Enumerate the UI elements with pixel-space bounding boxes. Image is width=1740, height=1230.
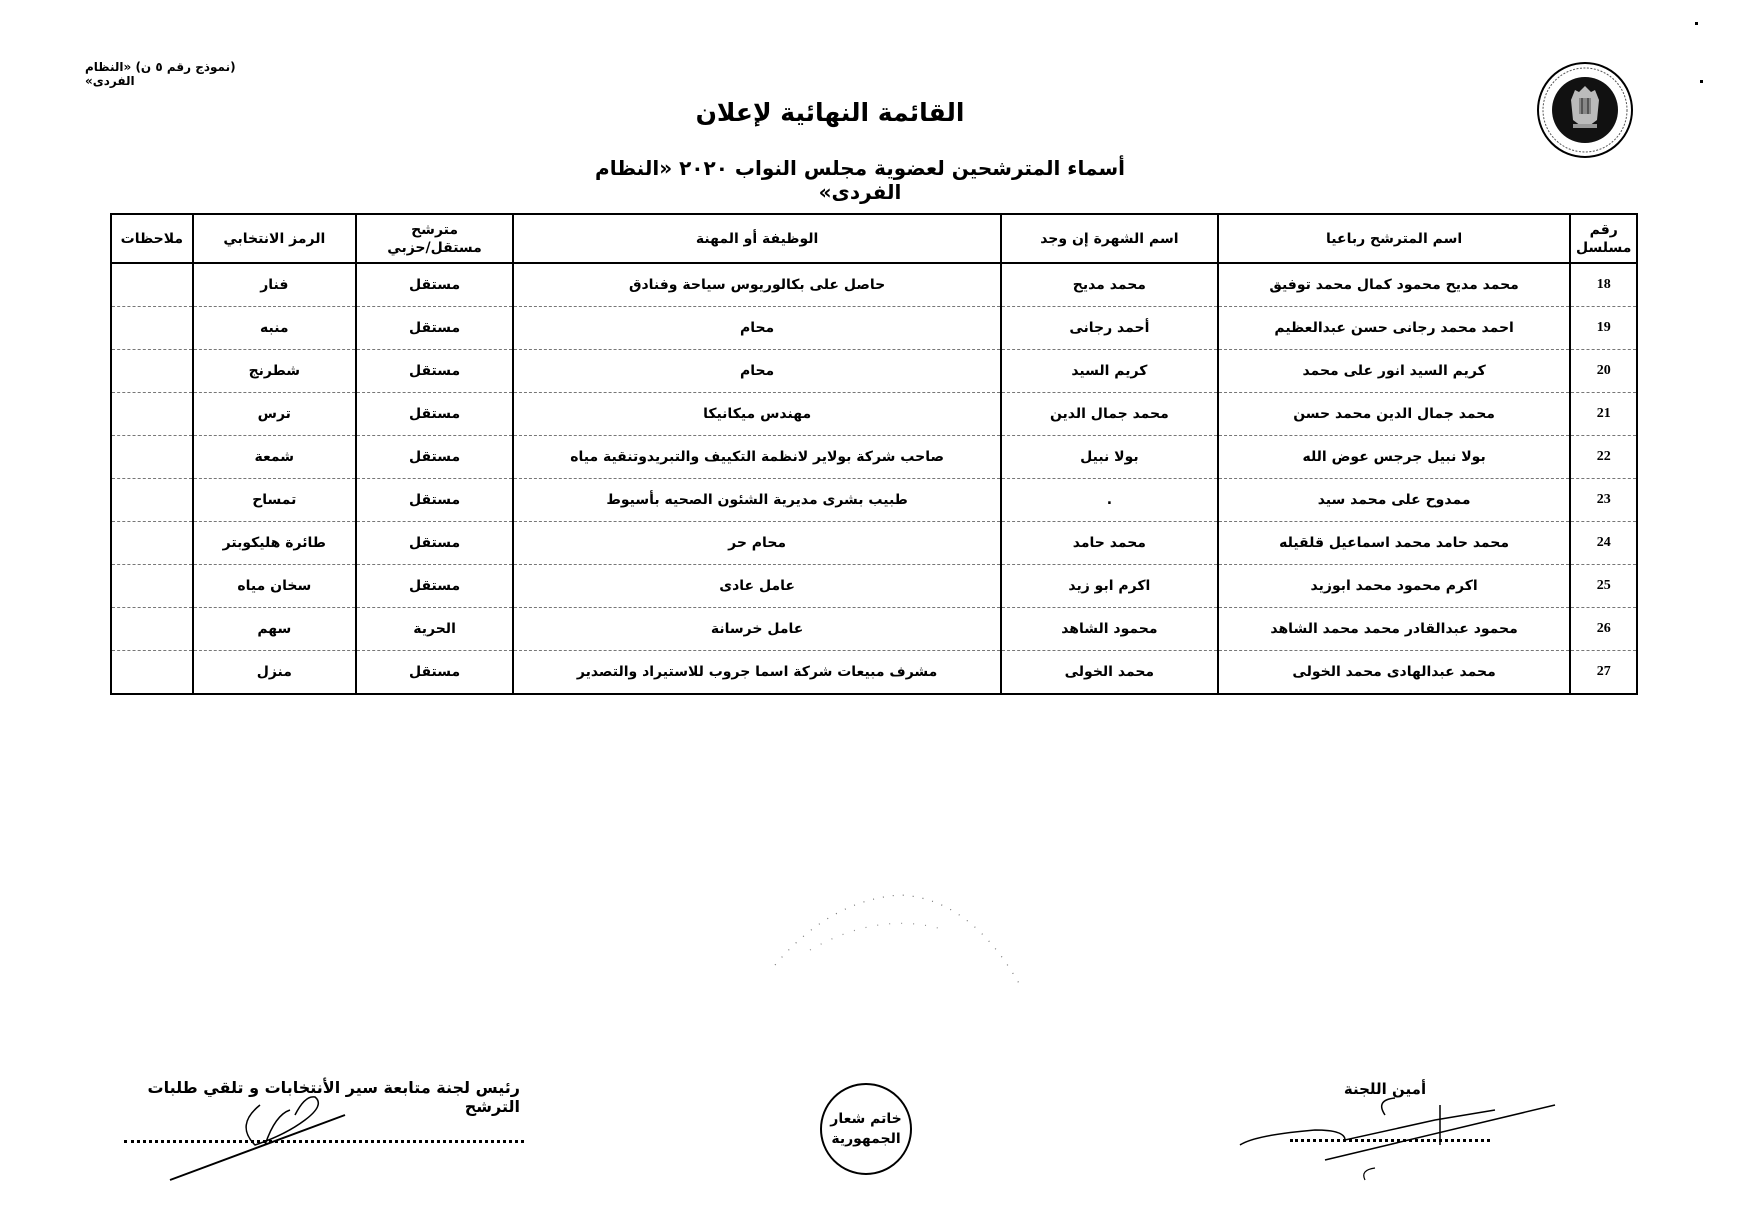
candidate-type-cell: مستقل xyxy=(356,436,513,479)
header-serial-line1: رقم xyxy=(1589,221,1618,238)
serial-cell: 23 xyxy=(1570,479,1637,522)
republic-emblem-stamp xyxy=(820,1083,912,1175)
page-subtitle: أسماء المترشحين لعضوية مجلس النواب ٢٠٢٠ «النظام الفردى» xyxy=(595,156,1125,204)
page-title: القائمة النهائية لإعلان xyxy=(695,98,965,127)
table-header-row xyxy=(111,214,1637,263)
election-symbol-cell: منبه xyxy=(193,307,356,350)
full-name-cell: اكرم محمود محمد ابوزيد xyxy=(1218,565,1571,608)
full-name-cell: محمد جمال الدين محمد حسن xyxy=(1218,393,1571,436)
candidate-type-cell: مستقل xyxy=(356,350,513,393)
serial-cell: 27 xyxy=(1570,651,1637,695)
election-symbol-cell: شطرنج xyxy=(193,350,356,393)
election-symbol-cell: طائرة هليكوبتر xyxy=(193,522,356,565)
candidate-type-cell: الحرية xyxy=(356,608,513,651)
notes-cell xyxy=(111,307,193,350)
nickname-cell: . xyxy=(1001,479,1218,522)
notes-cell xyxy=(111,651,193,695)
nickname-cell: بولا نبيل xyxy=(1001,436,1218,479)
election-symbol-cell: سخان مياه xyxy=(193,565,356,608)
header-occupation: الوظيفة أو المهنة xyxy=(513,214,1001,263)
full-name-cell: احمد محمد رجانى حسن عبدالعظيم xyxy=(1218,307,1571,350)
occupation-cell: محام xyxy=(513,350,1001,393)
form-number-label: (نموذج رقم ٥ ن) «النظام الفردى» xyxy=(85,60,236,88)
notes-cell xyxy=(111,436,193,479)
candidates-table xyxy=(110,213,1638,695)
nickname-cell: كريم السيد xyxy=(1001,350,1218,393)
nickname-cell: محمد مديح xyxy=(1001,263,1218,307)
full-name-cell: محمد عبدالهادى محمد الخولى xyxy=(1218,651,1571,695)
header-type-line1: مترشح xyxy=(411,221,459,238)
occupation-cell: محام حر xyxy=(513,522,1001,565)
header-type xyxy=(356,214,513,263)
table-row xyxy=(111,436,1637,479)
serial-cell: 24 xyxy=(1570,522,1637,565)
candidate-type-cell: مستقل xyxy=(356,522,513,565)
election-symbol-cell: سهم xyxy=(193,608,356,651)
election-symbol-cell: شمعة xyxy=(193,436,356,479)
scan-mark xyxy=(1695,22,1698,25)
nickname-cell: محمد جمال الدين xyxy=(1001,393,1218,436)
committee-chair-label: رئيس لجنة متابعة سير الأنتخابات و تلقي طلبات الترشح xyxy=(147,1078,520,1116)
header-full-name: اسم المترشح رباعيا xyxy=(1218,214,1571,263)
header-notes: ملاحظات xyxy=(111,214,193,263)
full-name-cell: ممدوح على محمد سيد xyxy=(1218,479,1571,522)
nickname-cell: محمد حامد xyxy=(1001,522,1218,565)
table-row xyxy=(111,565,1637,608)
election-symbol-cell: فنار xyxy=(193,263,356,307)
notes-cell xyxy=(111,608,193,651)
occupation-cell: عامل خرسانة xyxy=(513,608,1001,651)
secretary-signature-mark xyxy=(1235,1090,1565,1190)
occupation-cell: طبيب بشرى مديرية الشئون الصحيه بأسيوط xyxy=(513,479,1001,522)
nickname-cell: أحمد رجانى xyxy=(1001,307,1218,350)
full-name-cell: كريم السيد انور على محمد xyxy=(1218,350,1571,393)
nickname-cell: محمود الشاهد xyxy=(1001,608,1218,651)
serial-cell: 22 xyxy=(1570,436,1637,479)
serial-cell: 21 xyxy=(1570,393,1637,436)
chair-signature-mark xyxy=(165,1085,365,1185)
serial-cell: 25 xyxy=(1570,565,1637,608)
notes-cell xyxy=(111,350,193,393)
full-name-cell: محمود عبدالقادر محمد محمد الشاهد xyxy=(1218,608,1571,651)
occupation-cell: مهندس ميكانيكا xyxy=(513,393,1001,436)
candidate-type-cell: مستقل xyxy=(356,263,513,307)
full-name-cell: بولا نبيل جرجس عوض الله xyxy=(1218,436,1571,479)
scan-mark xyxy=(1700,80,1703,83)
candidate-type-cell: مستقل xyxy=(356,651,513,695)
notes-cell xyxy=(111,522,193,565)
faint-stamp-mark xyxy=(770,870,1050,1020)
election-symbol-cell: منزل xyxy=(193,651,356,695)
stamp-line1: خاتم شعار xyxy=(830,1111,902,1127)
occupation-cell: حاصل على بكالوريوس سياحة وفنادق xyxy=(513,263,1001,307)
committee-secretary-label: أمين اللجنة xyxy=(1343,1080,1427,1098)
table-row xyxy=(111,479,1637,522)
occupation-cell: صاحب شركة بولاير لانظمة التكييف والتبريدوتنقية مياه xyxy=(513,436,1001,479)
candidate-type-cell: مستقل xyxy=(356,565,513,608)
table-row xyxy=(111,522,1637,565)
table-row xyxy=(111,393,1637,436)
serial-cell: 18 xyxy=(1570,263,1637,307)
header-serial-line2: مسلسل xyxy=(1576,239,1632,256)
table-row xyxy=(111,608,1637,651)
header-type-line2: مستقل/حزبي xyxy=(387,239,482,256)
candidate-type-cell: مستقل xyxy=(356,307,513,350)
election-symbol-cell: ترس xyxy=(193,393,356,436)
serial-cell: 20 xyxy=(1570,350,1637,393)
table-row xyxy=(111,350,1637,393)
serial-cell: 26 xyxy=(1570,608,1637,651)
stamp-line2: الجمهورية xyxy=(831,1131,901,1147)
candidate-type-cell: مستقل xyxy=(356,393,513,436)
full-name-cell: محمد مديح محمود كمال محمد توفيق xyxy=(1218,263,1571,307)
full-name-cell: محمد حامد محمد اسماعيل قلقيله xyxy=(1218,522,1571,565)
table-row xyxy=(111,263,1637,307)
election-symbol-cell: تمساح xyxy=(193,479,356,522)
notes-cell xyxy=(111,565,193,608)
notes-cell xyxy=(111,479,193,522)
header-symbol: الرمز الانتخابي xyxy=(193,214,356,263)
table-row xyxy=(111,307,1637,350)
header-nickname: اسم الشهرة إن وجد xyxy=(1001,214,1218,263)
egypt-eagle-seal-icon xyxy=(1535,60,1635,160)
candidate-type-cell: مستقل xyxy=(356,479,513,522)
serial-cell: 19 xyxy=(1570,307,1637,350)
notes-cell xyxy=(111,263,193,307)
nickname-cell: محمد الخولى xyxy=(1001,651,1218,695)
occupation-cell: محام xyxy=(513,307,1001,350)
header-serial xyxy=(1570,214,1637,263)
occupation-cell: مشرف مبيعات شركة اسما جروب للاستيراد والتصدير xyxy=(513,651,1001,695)
table-row xyxy=(111,651,1637,695)
notes-cell xyxy=(111,393,193,436)
occupation-cell: عامل عادى xyxy=(513,565,1001,608)
nickname-cell: اكرم ابو زيد xyxy=(1001,565,1218,608)
